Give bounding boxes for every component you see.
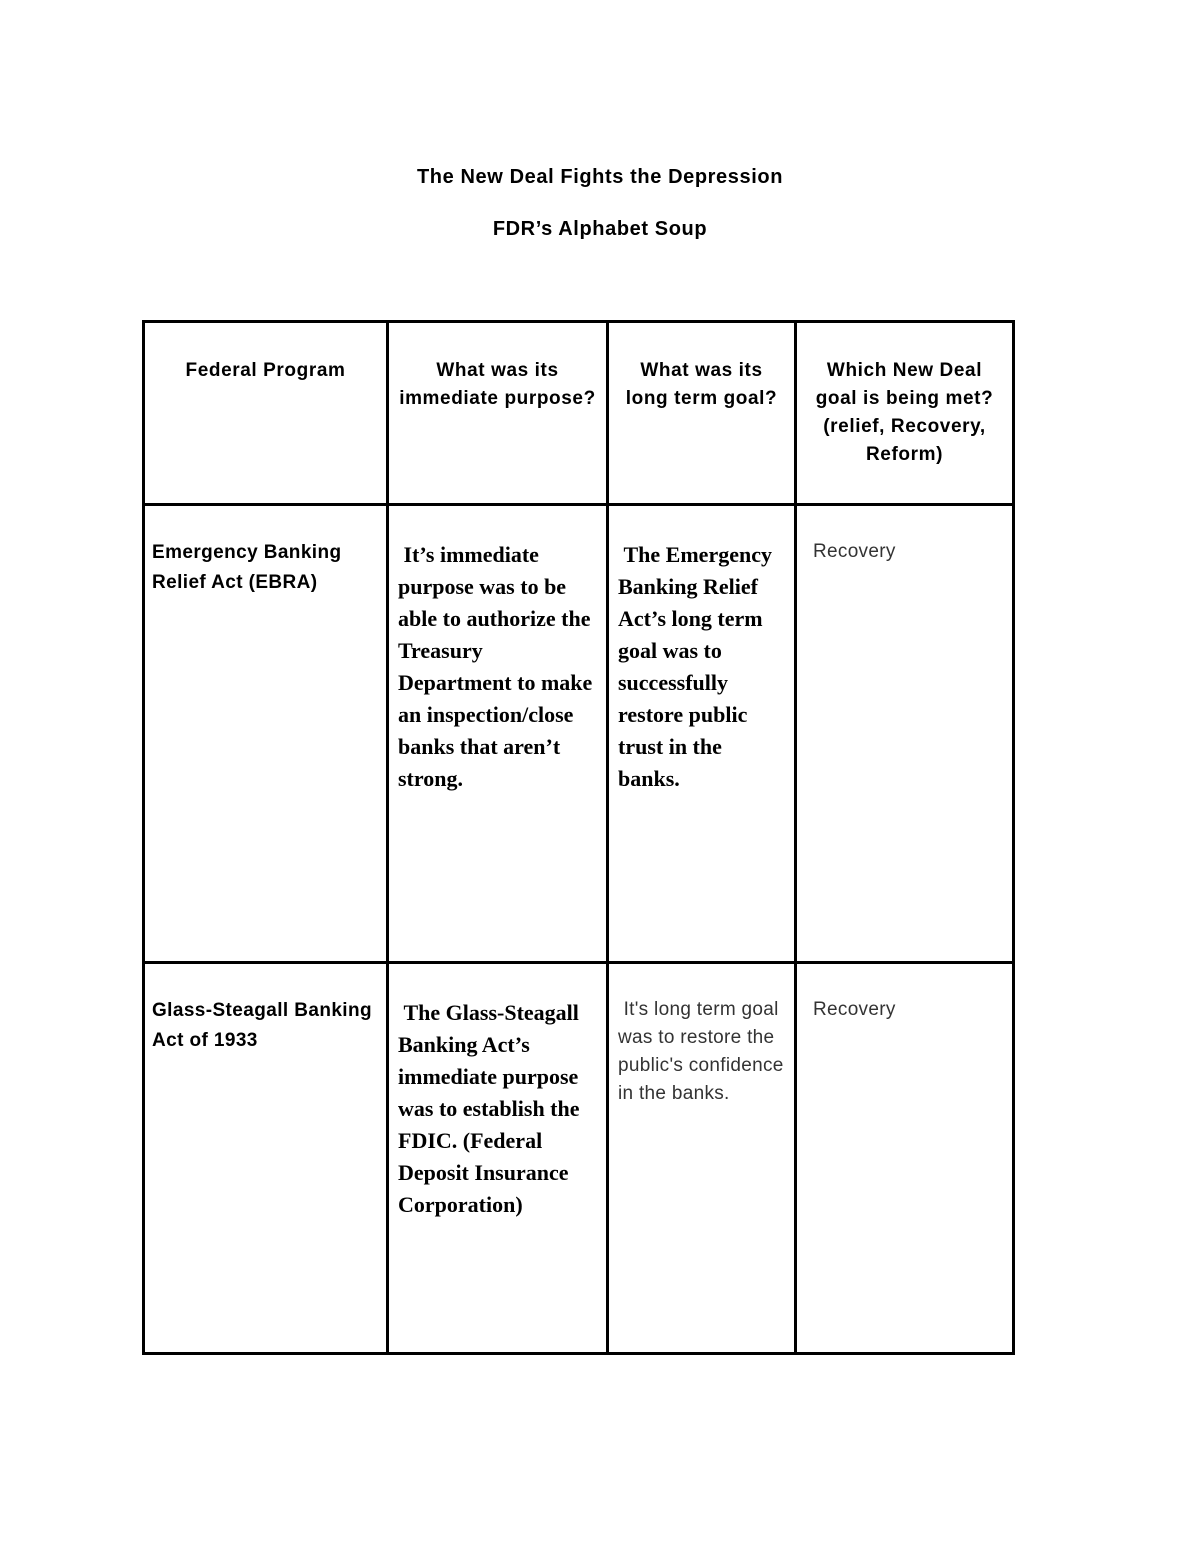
new-deal-table — [142, 320, 1015, 1355]
header-immediate-purpose: What was its immediate purpose? — [388, 322, 608, 505]
new-deal-goal-cell: Recovery — [796, 963, 1014, 1354]
table-header-row — [144, 322, 1014, 505]
immediate-purpose-cell: The Glass-Steagall Banking Act’s immediate purpose was to establish the FDIC. (Federal Deposit Insurance Corporation) — [388, 963, 608, 1354]
immediate-purpose-cell: It’s immediate purpose was to be able to authorize the Treasury Department to make an inspection/close banks that aren’t strong. — [388, 505, 608, 963]
header-federal-program: Federal Program — [144, 322, 388, 505]
document-title: The New Deal Fights the Depression — [416, 166, 784, 188]
header-new-deal-goal: Which New Deal goal is being met? (relief, Recovery, Reform) — [796, 322, 1014, 505]
document-subtitle: FDR’s Alphabet Soup — [492, 218, 708, 240]
header-long-term-goal: What was its long term goal? — [608, 322, 796, 505]
table-row — [144, 505, 1014, 963]
long-term-goal-cell: It's long term goal was to restore the public's confidence in the banks. — [608, 963, 796, 1354]
new-deal-goal-cell: Recovery — [796, 505, 1014, 963]
program-cell: Glass-Steagall Banking Act of 1933 — [144, 963, 388, 1354]
table-row — [144, 963, 1014, 1354]
long-term-goal-cell: The Emergency Banking Relief Act’s long term goal was to successfully restore public trust in the banks. — [608, 505, 796, 963]
program-cell: Emergency Banking Relief Act (EBRA) — [144, 505, 388, 963]
